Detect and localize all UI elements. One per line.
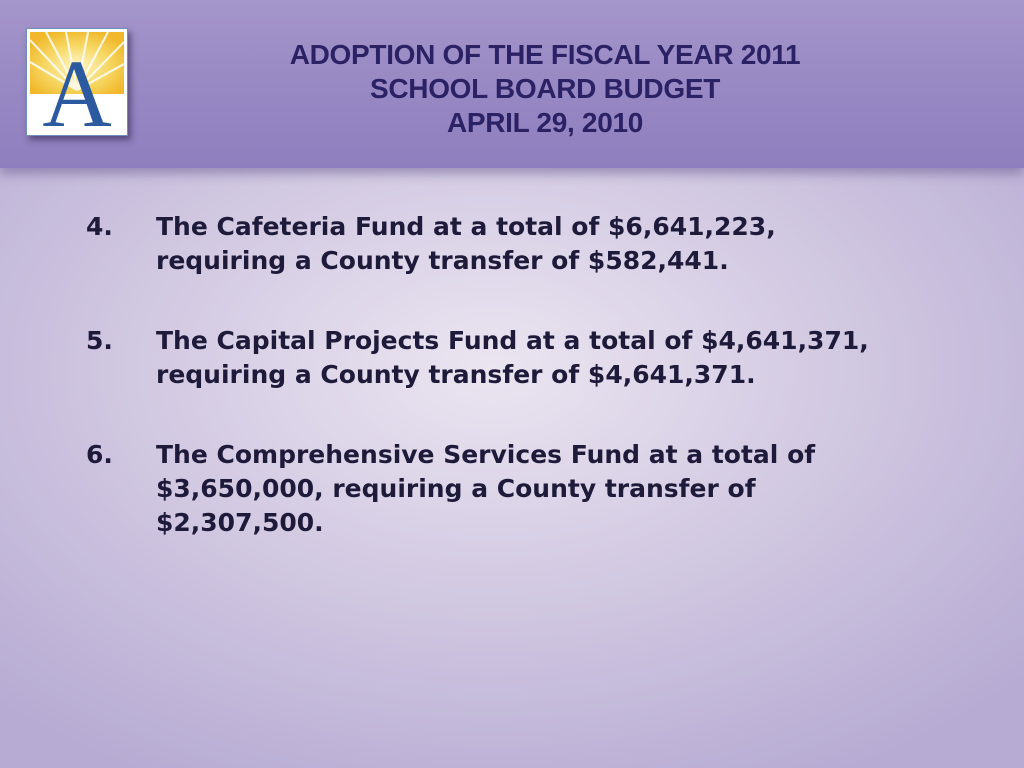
list-item-5 (86, 324, 986, 392)
title-line-1: ADOPTION OF THE FISCAL YEAR 2011 (289, 39, 801, 70)
slide-content (86, 210, 986, 586)
slide-title (140, 38, 950, 140)
item-number: 5. (86, 326, 113, 355)
item-text-line: requiring a County transfer of $4,641,371. (156, 360, 756, 389)
list-item-4 (86, 210, 986, 278)
title-line-2: SCHOOL BOARD BUDGET (369, 73, 720, 104)
item-number: 4. (86, 212, 113, 241)
item-text-line: The Comprehensive Services Fund at a total of (156, 440, 816, 469)
item-text-line: The Cafeteria Fund at a total of $6,641,223, (156, 212, 776, 241)
list-item-6 (86, 438, 986, 540)
item-text-line: requiring a County transfer of $582,441. (156, 246, 729, 275)
item-text-line: $2,307,500. (156, 508, 324, 537)
item-text-line: $3,650,000, requiring a County transfer of (156, 474, 756, 503)
logo-letter: A (42, 40, 112, 136)
title-line-3: APRIL 29, 2010 (446, 107, 644, 138)
item-text (156, 324, 976, 392)
item-text (156, 438, 976, 540)
logo-icon (26, 28, 128, 136)
item-text (156, 210, 976, 278)
sunburst-letter-a-logo-icon (26, 28, 128, 136)
item-text-line: The Capital Projects Fund at a total of $4,641,371, (156, 326, 869, 355)
item-number: 6. (86, 440, 113, 469)
